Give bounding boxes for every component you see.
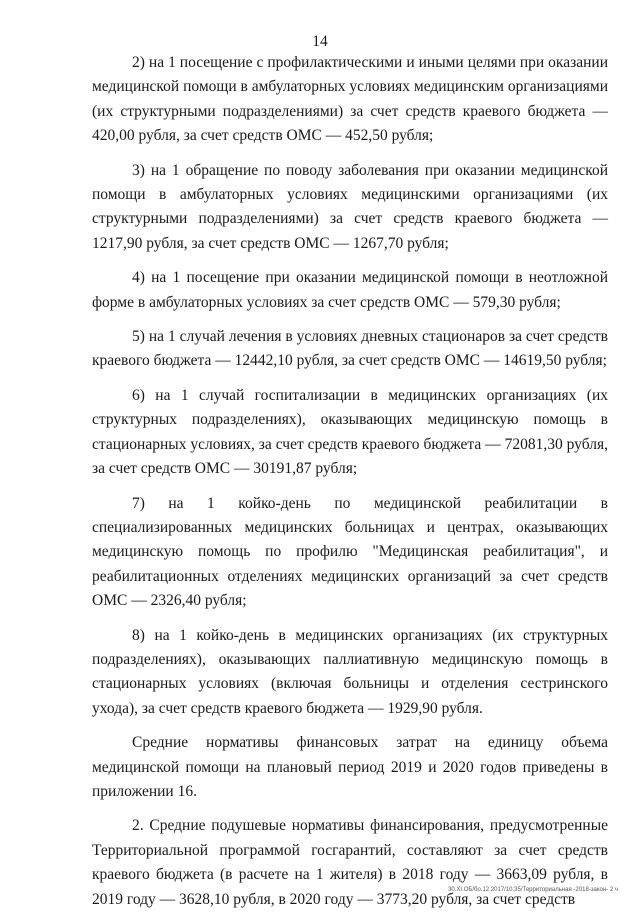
page-number: 14 — [312, 33, 328, 50]
document-body — [92, 51, 608, 922]
paragraph-item-2: 2) на 1 посещение с профилактическими и иными целями при оказании медицинской помощи в амбулаторных условиях медицинским организациями (их структурными подразделениями) за счет средств краевого бюджета — 420,00 рубля, за счет средств ОМС — 452,50 рубля; — [92, 54, 608, 145]
paragraph-section-2: 2. Средние подушевые нормативы финансирования, предусмотренные Территориальной программой госгарантий, составляют за счет средств краевого бюджета (в расчете на 1 жителя) в 2018 году — 3663,09 рубля, в 2019 году — 3628,10 рубля, в 2020 году — 3773,20 рубля, за счет средств — [92, 817, 608, 908]
paragraph-item-3: 3) на 1 обращение по поводу заболевания при оказании медицинской помощи в амбулаторных условиях медицинскими организациями (их структурными подразделениями) за счет средств краевого бюджета — 1217,90 рубля, за счет средств ОМС — 1267,70 рубля; — [92, 161, 608, 252]
paragraph-item-4: 4) на 1 посещение при оказании медицинской помощи в неотложной форме в амбулаторных условиях за счет средств ОМС — 579,30 рубля; — [92, 269, 608, 311]
paragraph-item-7: 7) на 1 койко-день по медицинской реабилитации в специализированных медицинских больницах и центрах, оказывающих медицинскую помощь по профилю "Медицинская реабилитация", и реабилитационных отделениях медицинских организаций за счет средств ОМС — 2326,40 рубля; — [92, 494, 608, 610]
document-footer: 30.XI.ОБ/бо.12.2017/10:35/Территориальная -2018-закон- 2 ч — [448, 887, 618, 893]
paragraph-item-6: 6) на 1 случай госпитализации в медицинских организациях (их структурных подразделениях), оказывающих медицинскую помощь в стационарных условиях, за счет средств краевого бюджета — 72081,30 рубля, за счет средств ОМС — 30191,87 рубля; — [92, 386, 608, 478]
paragraph-planned-period: Средние нормативы финансовых затрат на единицу объема медицинской помощи на плановый период 2019 и 2020 годов приведены в приложении 16. — [92, 734, 608, 800]
paragraph-item-5: 5) на 1 случай лечения в условиях дневных стационаров за счет средств краевого бюджета — 12442,10 рубля, за счет средств ОМС — 14619,50 рубля; — [92, 328, 608, 370]
paragraph-item-8: 8) на 1 койко-день в медицинских организациях (их структурных подразделениях), оказывающих паллиативную медицинскую помощь в стационарных условиях (включая больницы и отделения сестринского ухода), за счет средств краевого бюджета — 1929,90 рубля. — [92, 626, 608, 717]
